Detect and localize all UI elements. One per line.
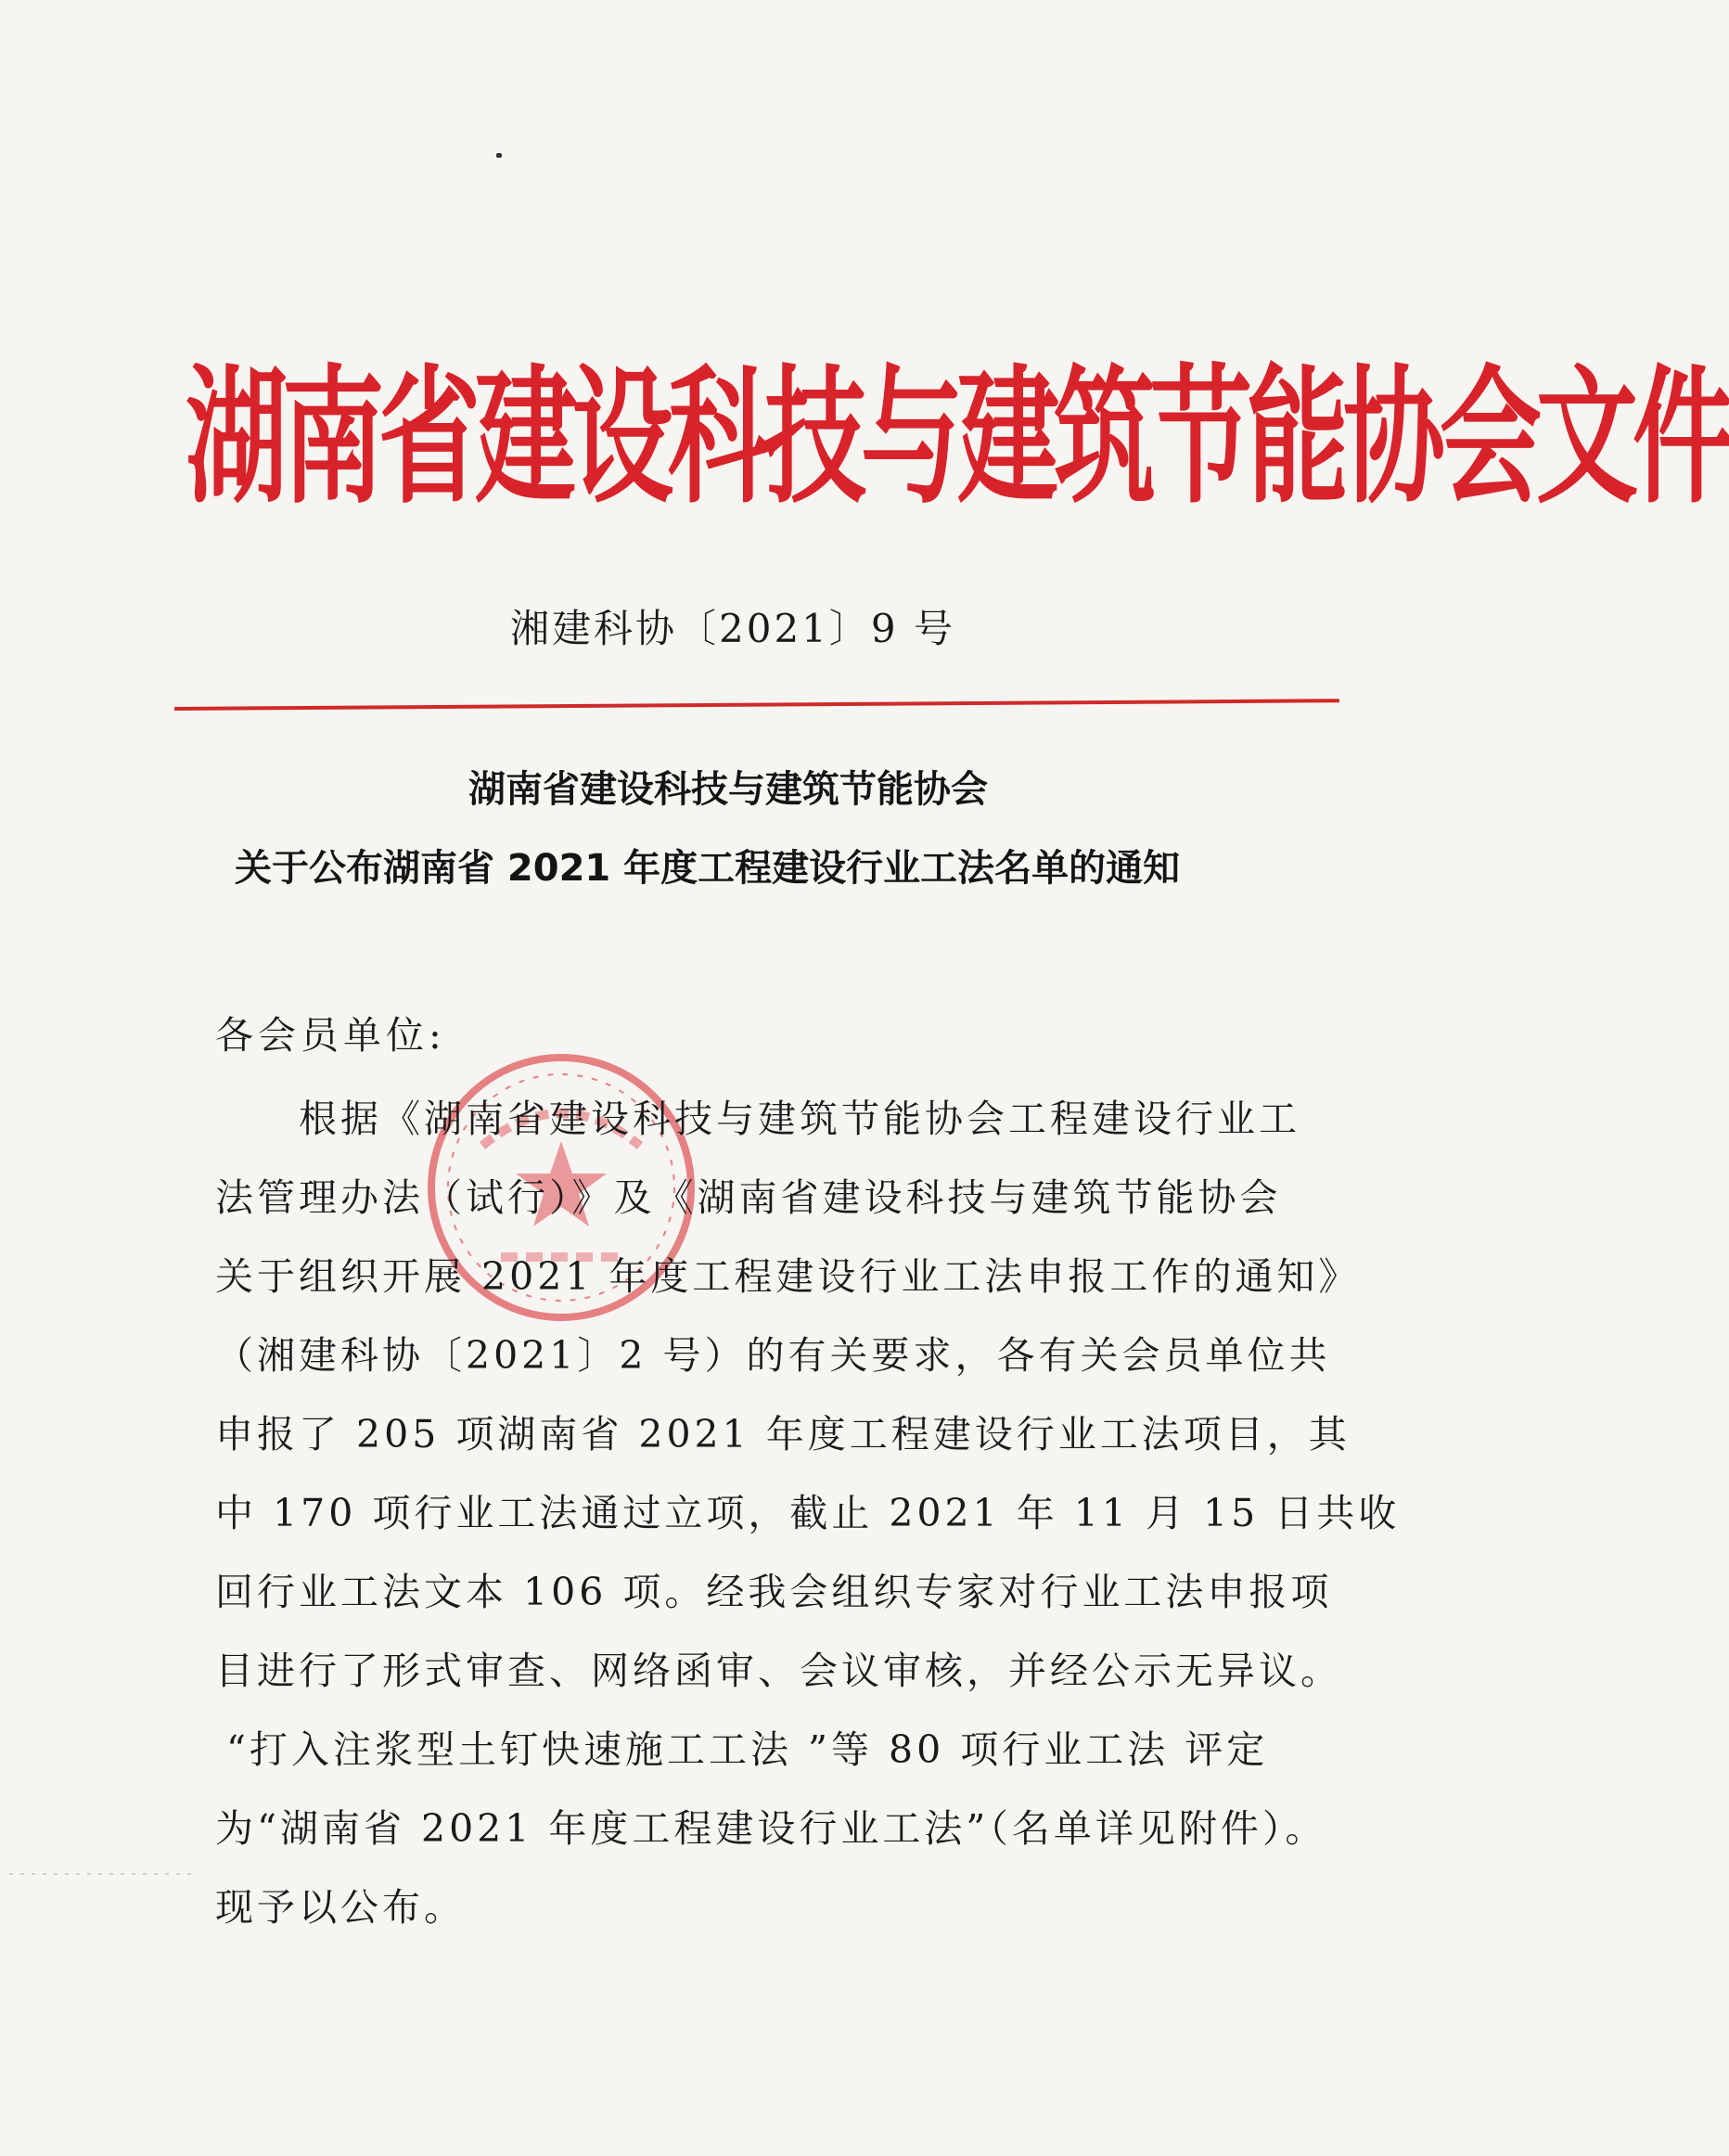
body-line-9: “打入注浆型土钉快速施工工法 ”等 80 项行业工法 评定 <box>226 1727 1269 1772</box>
document-number: 湘建科协〔2021〕9 号 <box>510 606 955 651</box>
body-line-10: 为“湖南省 2021 年度工程建设行业工法”（名单详见附件）。 <box>215 1806 1327 1851</box>
body-line-4: （湘建科协〔2021〕2 号）的有关要求，各有关会员单位共 <box>215 1333 1331 1378</box>
notice-title-line-1: 湖南省建设科技与建筑节能协会 <box>468 768 988 811</box>
body-line-6: 中 170 项行业工法通过立项，截止 2021 年 11 月 15 日共收 <box>215 1491 1401 1535</box>
body-line-7: 回行业工法文本 106 项。经我会组织专家对行业工法申报项 <box>215 1570 1333 1614</box>
body-line-8: 目进行了形式审查、网络函审、会议审核，并经公示无异议。 <box>215 1649 1342 1693</box>
notice-title-line-2: 关于公布湖南省 2021 年度工程建设行业工法名单的通知 <box>235 847 1181 890</box>
salutation: 各会员单位: <box>215 1013 446 1058</box>
body-line-2: 法管理办法（试行）》及《湖南省建设科技与建筑节能协会 <box>215 1175 1282 1220</box>
body-line-1: 根据《湖南省建设科技与建筑节能协会工程建设行业工 <box>299 1097 1300 1141</box>
body-line-11: 现予以公布。 <box>215 1885 466 1930</box>
body-line-3: 关于组织开展 2021 年度工程建设行业工法申报工作的通知》 <box>215 1254 1361 1299</box>
org-file-title: 湖南省建设科技与建筑节能协会文件 <box>186 351 1729 524</box>
body-line-5: 申报了 205 项湖南省 2021 年度工程建设行业工法项目，其 <box>215 1412 1351 1457</box>
speck-mark <box>496 153 502 158</box>
red-divider-line <box>174 699 1339 711</box>
margin-scan-marks <box>0 1865 204 1883</box>
